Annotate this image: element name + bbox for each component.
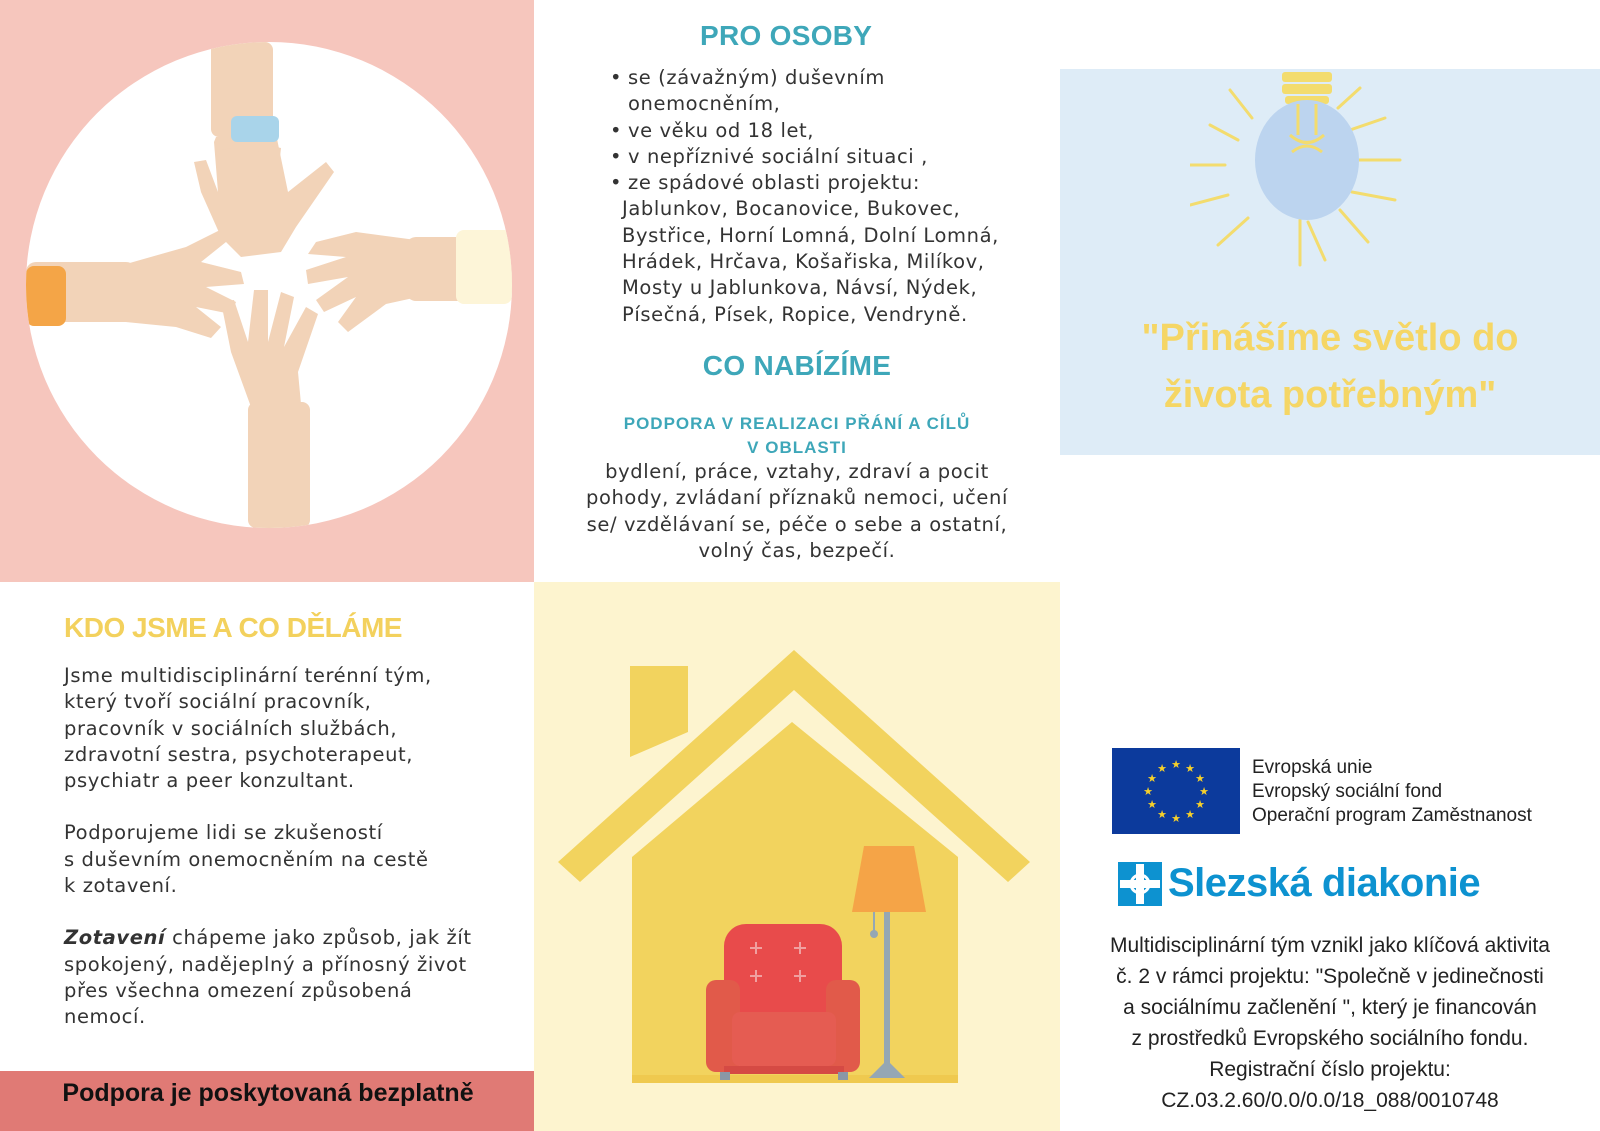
eu-line: Operační program Zaměstnanost [1252, 805, 1532, 826]
text-line [64, 925, 524, 951]
svg-text:★: ★ [1143, 785, 1153, 798]
pro-osoby-title: PRO OSOBY [700, 20, 873, 51]
hand-top [194, 42, 334, 257]
eu-line: Evropská unie [1252, 757, 1373, 778]
quote-line: "Přinášíme světlo do [1141, 317, 1519, 359]
kdo-jsme-title: KDO JSME A CO DĚLÁME [64, 612, 402, 643]
eu-text [1252, 756, 1532, 828]
text-span: chápeme jako způsob, jak žít [165, 926, 472, 950]
text-line: a sociálnímu začlenění ", který je financován [1123, 996, 1537, 1019]
area-line: Písečná, Písek, Ropice, Vendryně. [622, 302, 968, 326]
text-line: zdravotní sestra, psychoterapeut, [64, 742, 414, 766]
text-line: k zotavení. [64, 874, 178, 898]
emphasis-text: Zotavení [64, 926, 166, 950]
text-line: přes všechna omezení způsobená [64, 978, 413, 1002]
area-line: Hrádek, Hrčava, Košařiska, Milíkov, [622, 250, 985, 274]
text-line: bydlení, práce, vztahy, zdraví a pocit [605, 460, 989, 483]
areas-list [606, 196, 1026, 327]
svg-text:★: ★ [1199, 785, 1209, 798]
diakonie-cross-icon [1118, 862, 1162, 906]
list-item: • v nepříznivé sociální situaci , [606, 144, 1026, 170]
list-item: • ve věku od 18 let, [606, 118, 1026, 144]
svg-text:★: ★ [1157, 762, 1167, 775]
text-line: který tvoří sociální pracovník, [64, 690, 372, 714]
co-nabizime-subtitle [534, 412, 1060, 460]
text-line: pracovník v sociálních službách, [64, 716, 398, 740]
area-line: Jablunkov, Bocanovice, Bukovec, [622, 197, 961, 221]
text-line: Podporujeme lidi se zkušeností [64, 821, 383, 845]
list-item: • ze spádové oblasti projektu: [606, 170, 1026, 196]
svg-text:★: ★ [1171, 758, 1181, 771]
text-line: Multidisciplinární tým vznikl jako klíčová aktivita [1110, 934, 1550, 957]
text-line: CZ.03.2.60/0.0/0.0/18_088/0010748 [1161, 1089, 1499, 1112]
area-line: Mosty u Jablunkova, Návsí, Nýdek, [622, 276, 978, 300]
pro-osoby-list [606, 65, 1026, 328]
eu-stars-icon [1112, 748, 1240, 834]
co-nabizime-title: CO NABÍZÍME [702, 350, 892, 381]
text-line: se/ vzdělávaní se, péče o sebe a ostatní, [586, 512, 1008, 536]
wristband [231, 116, 279, 142]
svg-text:★: ★ [1195, 798, 1205, 811]
svg-text:★: ★ [1147, 772, 1157, 785]
eu-flag [1112, 748, 1240, 834]
text-line: pohody, zvládaní příznaků nemoci, učení [585, 486, 1009, 510]
diakonie-logo-text: Slezská diakonie [1168, 861, 1481, 905]
hand-bottom [221, 290, 318, 528]
svg-text:★: ★ [1185, 762, 1195, 775]
armchair-icon [706, 924, 860, 1080]
svg-text:★: ★ [1171, 812, 1181, 825]
text-line: Jsme multidisciplinární terénní tým, [64, 664, 432, 687]
subtitle-line: V OBLASTI [747, 438, 847, 457]
free-support-text: Podpora je poskytovaná bezplatně [62, 1079, 474, 1107]
project-text [1060, 930, 1600, 1116]
svg-text:★: ★ [1185, 808, 1195, 821]
area-line: Bystřice, Horní Lomná, Dolní Lomná, [622, 223, 999, 247]
quote-text [1060, 310, 1600, 424]
sleeve-right [456, 230, 512, 304]
text-line: volný čas, bezpečí. [698, 538, 896, 562]
text-line: z prostředků Evropského sociálního fondu. [1131, 1027, 1529, 1050]
text-line: č. 2 v rámci projektu: "Společně v jedinečnosti [1116, 965, 1544, 988]
hands-illustration [26, 42, 512, 528]
text-line: s duševním onemocněním na cestě [64, 847, 429, 871]
text-line: spokojený, nadějeplný a přínosný život [64, 952, 467, 976]
house-icon [534, 582, 1060, 1131]
svg-text:★: ★ [1195, 772, 1205, 785]
text-line: nemocí. [64, 1005, 146, 1029]
text-line: psychiatr a peer konzultant. [64, 769, 355, 793]
svg-text:★: ★ [1157, 808, 1167, 821]
text-line: Registrační číslo projektu: [1209, 1058, 1451, 1081]
co-nabizime-text [534, 459, 1060, 564]
eu-line: Evropský sociální fond [1252, 781, 1443, 802]
list-item: • se (závažným) duševním onemocněním, [606, 65, 898, 118]
subtitle-line: PODPORA V REALIZACI PŘÁNÍ A CÍLŮ [623, 414, 971, 433]
quote-line: života potřebným" [1163, 374, 1497, 416]
sleeve-left [26, 266, 66, 326]
hands-circle [26, 42, 512, 528]
lightbulb-icon [1190, 70, 1430, 270]
kdo-jsme-text [64, 663, 524, 1031]
svg-text:★: ★ [1147, 798, 1157, 811]
